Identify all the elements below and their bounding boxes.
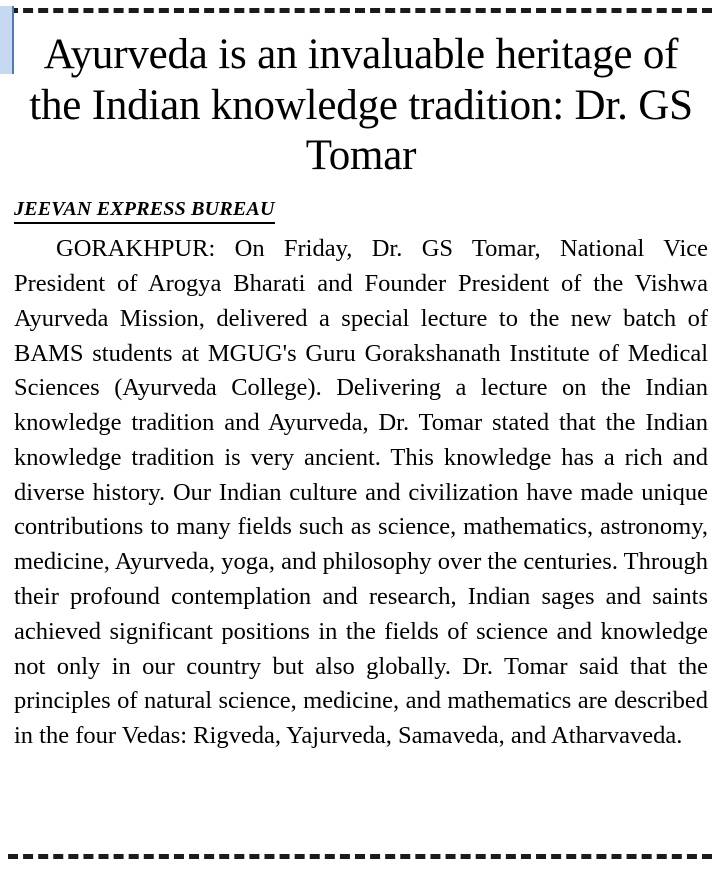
dashed-cut-line-top — [8, 8, 712, 13]
byline-row — [14, 182, 708, 224]
article-content — [14, 26, 708, 778]
article-dateline: GORAKHPUR: — [56, 235, 216, 263]
article-body — [14, 232, 708, 754]
article-body-text: On Friday, Dr. GS Tomar, National Vice President of Arogya Bharati and Founder President of the Vishwa Ayurveda Mission, delivered a special lecture to the new batch of BAMS students at MGUG's Guru Gorakshanath Institute of Medical Sciences (Ayurveda College). Delivering a lecture on the Indian knowledge tradition and Ayurveda, Dr. Tomar stated that the Indian knowledge tradition is very ancient. This knowledge has a rich and diverse history. Our Indian culture and civilization have made unique contributions to many fields such as science, mathematics, astronomy, medicine, Ayurveda, yoga, and philosophy over the centuries. Through their profound contemplation and research, Indian sages and saints achieved significant positions in the fields of science and knowledge not only in our country but also globally. Dr. Tomar said that the principles of natural science, medicine, and mathematics are described in the four Vedas: Rigveda, Yajurveda, Samaveda, and Atharvaveda. — [14, 235, 709, 750]
dashed-cut-line-bottom — [8, 854, 712, 859]
article-byline: JEEVAN EXPRESS BUREAU — [14, 198, 275, 224]
article-headline: Ayurveda is an invaluable heritage of the Indian knowledge tradition: Dr. GS Tomar — [29, 31, 693, 180]
left-accent-mark — [0, 6, 14, 74]
